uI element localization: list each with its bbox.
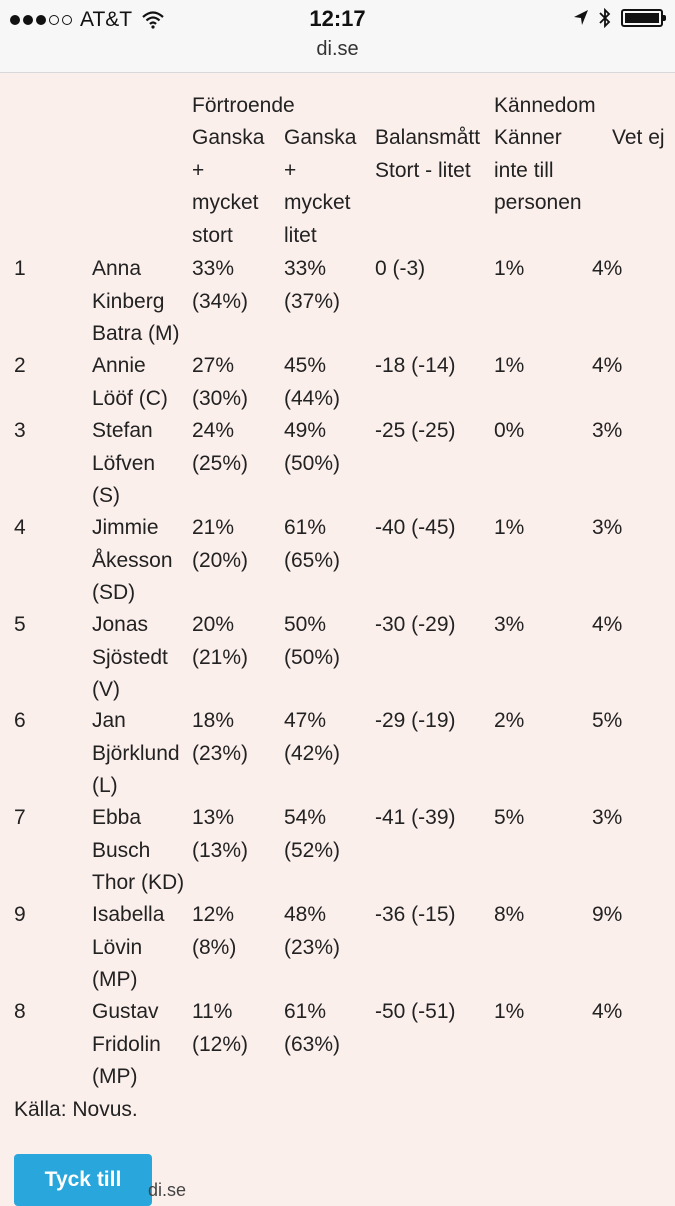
row-kanner-inte-till: 1% — [494, 1000, 525, 1023]
row-name: Ebba Busch Thor (KD) — [92, 806, 185, 894]
row-rank: 8 — [14, 1000, 26, 1023]
row-kanner-inte-till: 1% — [494, 257, 525, 280]
status-bar — [0, 0, 675, 73]
row-kanner-inte-till: 3% — [494, 613, 525, 636]
row-fortroende-litet: 61% (63%) — [284, 1000, 341, 1056]
row-fortroende-stort: 12% (8%) — [192, 903, 237, 959]
row-rank: 5 — [14, 613, 26, 636]
tyck-till-button[interactable]: Tyck till — [14, 1154, 152, 1206]
header-balansmatt: Balansmått Stort - litet — [375, 126, 481, 182]
header-fortroende: Förtroende — [192, 94, 295, 117]
location-arrow-icon — [573, 9, 589, 27]
row-vet-ej: 9% — [592, 903, 623, 926]
row-name: Jan Björklund (L) — [92, 709, 180, 797]
row-vet-ej: 3% — [592, 516, 623, 539]
row-name: Annie Lööf (C) — [92, 354, 168, 410]
header-kanner-inte-till: Känner inte till personen — [494, 126, 582, 214]
status-right — [573, 8, 663, 28]
row-kanner-inte-till: 0% — [494, 419, 525, 442]
row-fortroende-litet: 50% (50%) — [284, 613, 341, 669]
address-bar[interactable]: di.se — [316, 38, 359, 60]
row-fortroende-stort: 13% (13%) — [192, 806, 249, 862]
clock: 12:17 — [309, 6, 366, 31]
row-balansmatt: -50 (-51) — [375, 1000, 456, 1023]
row-vet-ej: 3% — [592, 419, 623, 442]
row-fortroende-stort: 20% (21%) — [192, 613, 249, 669]
row-rank: 6 — [14, 709, 26, 732]
header-vet-ej: Vet ej — [612, 126, 665, 149]
row-balansmatt: -30 (-29) — [375, 613, 456, 636]
row-vet-ej: 4% — [592, 257, 623, 280]
page-content — [0, 72, 675, 1200]
row-fortroende-stort: 24% (25%) — [192, 419, 249, 475]
row-rank: 4 — [14, 516, 26, 539]
row-fortroende-stort: 27% (30%) — [192, 354, 249, 410]
row-vet-ej: 5% — [592, 709, 623, 732]
row-rank: 7 — [14, 806, 26, 829]
row-balansmatt: -18 (-14) — [375, 354, 456, 377]
row-fortroende-litet: 33% (37%) — [284, 257, 341, 313]
row-balansmatt: 0 (-3) — [375, 257, 426, 280]
row-kanner-inte-till: 1% — [494, 516, 525, 539]
row-fortroende-stort: 33% (34%) — [192, 257, 249, 313]
row-name: Jonas Sjöstedt (V) — [92, 613, 168, 701]
header-ganska-mycket-stort: Ganska + mycket stort — [192, 126, 265, 247]
row-name: Jimmie Åkesson (SD) — [92, 516, 173, 604]
row-balansmatt: -36 (-15) — [375, 903, 456, 926]
row-name: Gustav Fridolin (MP) — [92, 1000, 161, 1088]
row-rank: 9 — [14, 903, 26, 926]
row-name: Anna Kinberg Batra (M) — [92, 257, 180, 345]
battery-icon — [621, 9, 663, 27]
row-fortroende-stort: 11% (12%) — [192, 1000, 249, 1056]
row-balansmatt: -40 (-45) — [375, 516, 456, 539]
row-name: Isabella Lövin (MP) — [92, 903, 165, 991]
row-balansmatt: -29 (-19) — [375, 709, 456, 732]
row-rank: 3 — [14, 419, 26, 442]
row-name: Stefan Löfven (S) — [92, 419, 156, 507]
header-ganska-mycket-litet: Ganska + mycket litet — [284, 126, 357, 247]
row-vet-ej: 3% — [592, 806, 623, 829]
row-vet-ej: 4% — [592, 1000, 623, 1023]
row-fortroende-litet: 45% (44%) — [284, 354, 341, 410]
row-balansmatt: -25 (-25) — [375, 419, 456, 442]
row-kanner-inte-till: 8% — [494, 903, 525, 926]
header-kannedom: Kännedom — [494, 94, 596, 117]
row-fortroende-litet: 61% (65%) — [284, 516, 341, 572]
row-rank: 1 — [14, 257, 26, 280]
carrier-name: AT&T — [80, 8, 133, 31]
row-kanner-inte-till: 5% — [494, 806, 525, 829]
footer-domain: di.se — [148, 1180, 187, 1200]
row-vet-ej: 4% — [592, 613, 623, 636]
row-rank: 2 — [14, 354, 26, 377]
source-note: Källa: Novus. — [14, 1098, 138, 1121]
row-fortroende-litet: 54% (52%) — [284, 806, 341, 862]
row-kanner-inte-till: 2% — [494, 709, 525, 732]
row-kanner-inte-till: 1% — [494, 354, 525, 377]
bluetooth-icon — [599, 8, 611, 28]
row-fortroende-litet: 48% (23%) — [284, 903, 341, 959]
row-vet-ej: 4% — [592, 354, 623, 377]
row-fortroende-litet: 49% (50%) — [284, 419, 341, 475]
row-fortroende-litet: 47% (42%) — [284, 709, 341, 765]
row-balansmatt: -41 (-39) — [375, 806, 456, 829]
row-fortroende-stort: 18% (23%) — [192, 709, 249, 765]
row-fortroende-stort: 21% (20%) — [192, 516, 249, 572]
